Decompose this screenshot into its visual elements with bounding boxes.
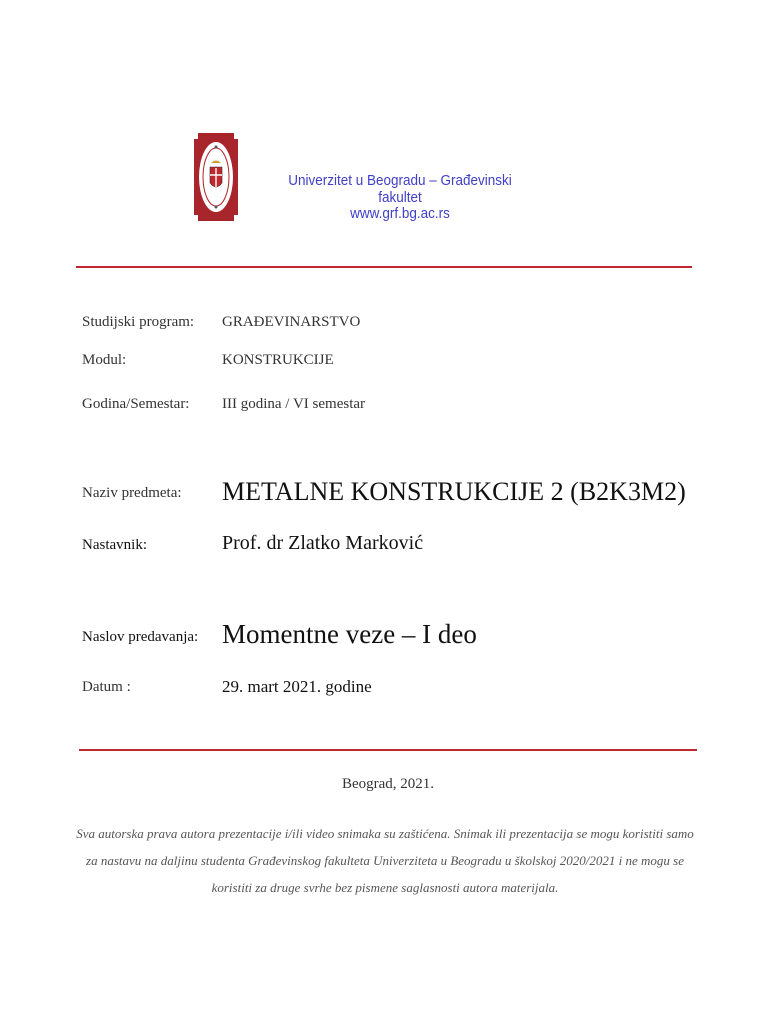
teacher-label: Nastavnik: xyxy=(82,537,147,553)
teacher-value: Prof. dr Zlatko Marković xyxy=(222,532,424,554)
top-divider xyxy=(76,266,692,268)
program-value: GRAĐEVINARSTVO xyxy=(222,314,361,330)
university-name: Univerzitet u Beogradu – Građevinski fakultet xyxy=(288,172,512,206)
course-name-label: Naziv predmeta: xyxy=(82,485,182,501)
place-year: Beograd, 2021. xyxy=(341,776,435,792)
date-value: 29. mart 2021. godine xyxy=(222,677,372,696)
year-label: Godina/Semestar: xyxy=(82,396,190,412)
date-label: Datum : xyxy=(82,679,131,695)
lecture-title-value: Momentne veze – I deo xyxy=(222,619,477,649)
module-label: Modul: xyxy=(82,352,127,368)
website-link[interactable]: www.grf.bg.ac.rs xyxy=(350,205,450,222)
lecture-title-label: Naslov predavanja: xyxy=(82,629,199,645)
module-value: KONSTRUKCIJE xyxy=(222,352,334,368)
course-name-value: METALNE KONSTRUKCIJE 2 (B2K3M2) xyxy=(222,477,686,506)
university-seal-logo xyxy=(192,127,240,227)
program-label: Studijski program: xyxy=(82,314,195,330)
bottom-divider xyxy=(79,749,697,751)
year-value: III godina / VI semestar xyxy=(222,396,366,412)
copyright-notice: Sva autorska prava autora prezentacije i/ili video snimaka su zaštićena. Snimak ili prezentacija se mogu koristiti samo za nastavu na daljinu studenta Građevinskog fakulteta Univerziteta u Beogradu u školskoj 2020/2021 i ne mogu se koristiti za druge svrhe bez pismene saglasnosti autora materijala. xyxy=(76,826,694,895)
